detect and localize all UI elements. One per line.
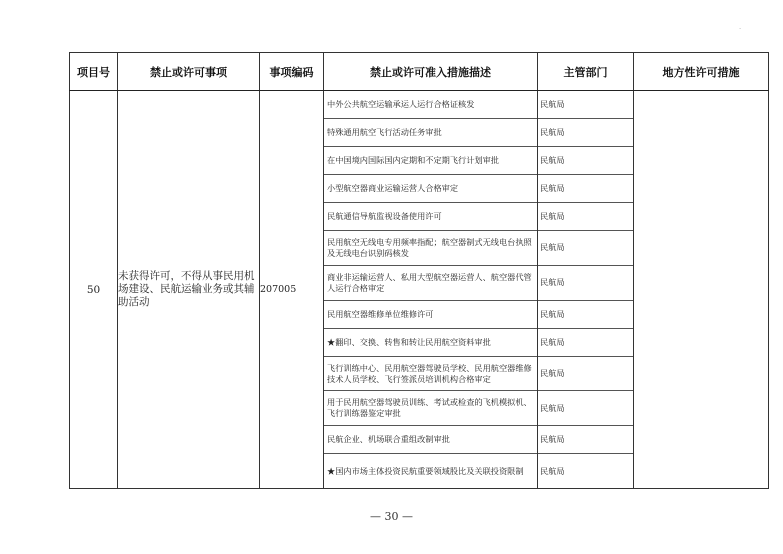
measure-description-list — [324, 91, 537, 488]
header-project-no: 项目号 — [70, 53, 118, 91]
header-item: 禁止或许可事项 — [118, 53, 260, 91]
measure-description: 民用航空器维修单位维修许可 — [324, 301, 537, 329]
measure-description: 特殊通用航空飞行活动任务审批 — [324, 119, 537, 147]
header-local-measures: 地方性许可措施 — [634, 53, 769, 91]
header-department: 主管部门 — [538, 53, 634, 91]
item-description: 未获得许可，不得从事民用机场建设、民航运输业务或其辅助活动 — [118, 91, 260, 489]
measure-description: 用于民用航空器驾驶员训练、考试或检查的飞机模拟机、飞行训练器鉴定审批 — [324, 391, 537, 426]
page-number: — 30 — — [370, 510, 413, 523]
department-name: 民航局 — [538, 329, 633, 357]
measure-description: 小型航空器商业运输运营人合格审定 — [324, 175, 537, 203]
header-measure-desc: 禁止或许可准入措施描述 — [324, 53, 538, 91]
department-list — [538, 91, 633, 488]
measure-description: ★国内市场主体投资民航重要领域股比及关联投资限制 — [327, 465, 524, 476]
local-measures-cell — [634, 91, 769, 489]
measure-description: 民航企业、机场联合重组改制审批 — [324, 426, 537, 454]
department-name: 民航局 — [538, 119, 633, 147]
department-name: 民航局 — [538, 391, 633, 426]
department-name: 民航局 — [538, 357, 633, 392]
department-name: 民航局 — [538, 426, 633, 454]
measure-description: ★翻印、交换、转售和转让民用航空资料审批 — [324, 329, 537, 357]
department-name: 民航局 — [540, 465, 565, 476]
header-code: 事项编码 — [260, 53, 324, 91]
measure-description: 在中国境内国际国内定期和不定期飞行计划审批 — [324, 147, 537, 175]
measure-description: 民航通信导航监视设备使用许可 — [324, 203, 537, 231]
department-name: 民航局 — [538, 175, 633, 203]
department-cell — [538, 91, 634, 489]
department-name: 民航局 — [538, 231, 633, 266]
measure-description: 商业非运输运营人、私用大型航空器运营人、航空器代管人运行合格审定 — [324, 266, 537, 301]
department-name: 民航局 — [538, 203, 633, 231]
measure-description: 民用航空无线电专用频率指配；航空器制式无线电台执照及无线电台识别码核发 — [324, 231, 537, 266]
item-code: 207005 — [260, 91, 324, 489]
measure-description: 中外公共航空运输承运人运行合格证核发 — [324, 91, 537, 119]
department-name: 民航局 — [538, 266, 633, 301]
measure-description-cell — [324, 91, 538, 489]
measure-description: 飞行训练中心、民用航空器驾驶员学校、民用航空器维修技术人员学校、飞行签派员培训机构合格审定 — [324, 357, 537, 392]
department-name: 民航局 — [538, 147, 633, 175]
department-name: 民航局 — [538, 301, 633, 329]
table-header-row — [70, 53, 769, 91]
project-number: 50 — [70, 91, 118, 489]
department-name: 民航局 — [538, 91, 633, 119]
permit-table — [69, 52, 769, 489]
table-row — [70, 91, 769, 489]
scan-speck: · — [739, 26, 741, 33]
